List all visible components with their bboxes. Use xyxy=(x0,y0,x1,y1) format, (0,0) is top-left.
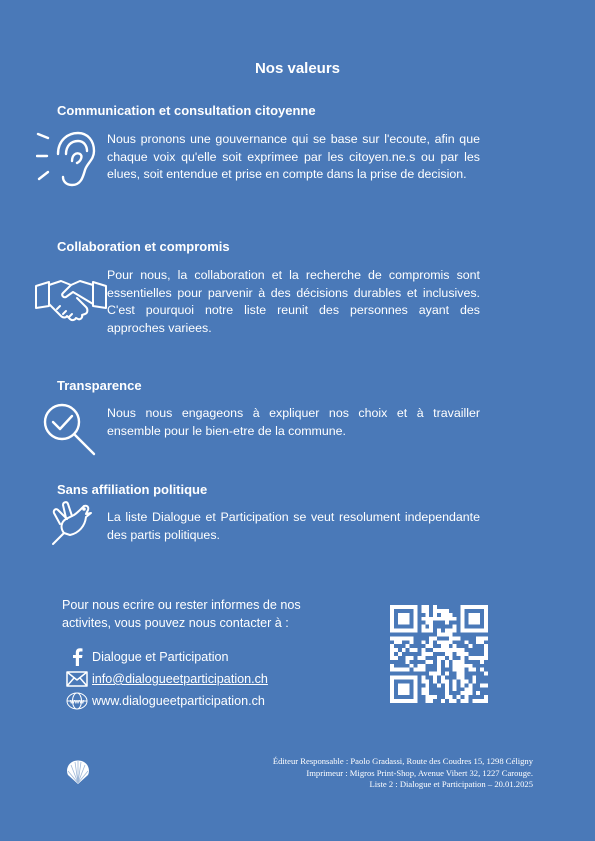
website-link[interactable]: www.dialogueetparticipation.ch xyxy=(92,694,265,708)
website-row[interactable] xyxy=(66,691,265,711)
globe-www-icon xyxy=(66,692,88,710)
facebook-link[interactable]: Dialogue et Participation xyxy=(92,650,229,664)
svg-text:www: www xyxy=(69,699,85,706)
footer-editor-line: Éditeur Responsable : Paolo Gradassi, Route des Coudres 15, 1298 Céligny xyxy=(272,756,533,766)
email-link[interactable]: info@dialogueetparticipation.ch xyxy=(92,672,268,686)
footer-list-line: Liste 2 : Dialogue et Participation – 20.01.2025 xyxy=(369,779,533,789)
shell-logo-icon xyxy=(64,757,92,785)
section-heading: Collaboration et compromis xyxy=(57,239,230,254)
footer-printer-line: Imprimeur : Migros Print-Shop, Avenue Vibert 32, 1227 Carouge. xyxy=(306,767,533,778)
section-text: Nous pronons une gouvernance qui se base sur l'ecoute, afin que chaque voix qu'elle soit exprimee par les citoyen.ne.s ou par les elues, soit entendue et prise en compte dans la prise de decision. xyxy=(107,132,480,181)
section-text: Pour nous, la collaboration et la recherche de compromis sont essentielles pour parvenir à des décisions durables et inclusives. C'est pourquoi notre liste reunit des personnes ayant des approches variees. xyxy=(107,268,480,335)
qr-code[interactable] xyxy=(390,605,488,703)
magnifier-check-icon xyxy=(42,402,98,458)
section-heading: Transparence xyxy=(57,378,142,393)
envelope-icon xyxy=(66,670,88,688)
handshake-icon xyxy=(35,276,107,322)
dove-icon xyxy=(50,500,100,546)
ear-icon xyxy=(36,130,96,188)
section-text: Nous nous engageons à expliquer nos choix et à travailler ensemble pour le bien-etre de la commune. xyxy=(107,406,480,438)
facebook-row[interactable] xyxy=(66,647,229,667)
section-heading: Sans affiliation politique xyxy=(57,482,208,497)
section-text: La liste Dialogue et Participation se veut resolument independante des partis politiques. xyxy=(107,510,480,542)
email-row[interactable] xyxy=(66,669,268,689)
facebook-icon xyxy=(66,648,88,666)
legal-footer xyxy=(173,756,533,791)
section-heading: Communication et consultation citoyenne xyxy=(57,103,316,118)
page-title: Nos valeurs xyxy=(254,60,341,77)
contact-intro: Pour nous ecrire ou rester informes de nos activites, vous pouvez nous contacter à : xyxy=(62,598,301,630)
